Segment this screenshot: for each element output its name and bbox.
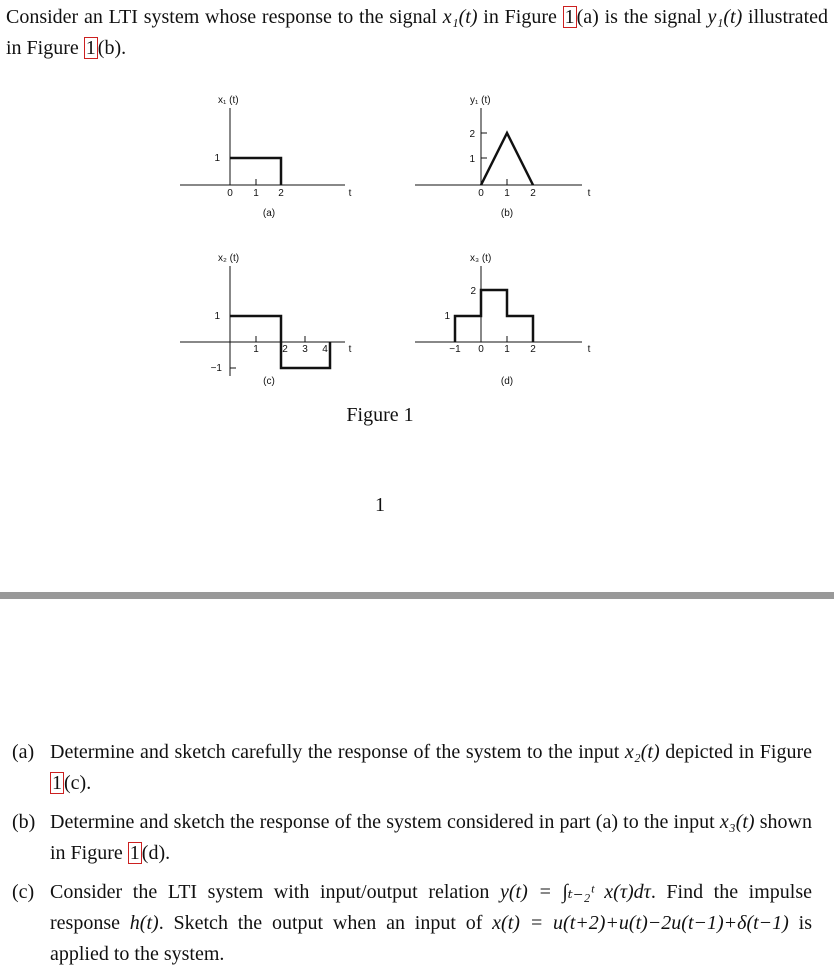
math-y1: y₁(t): [707, 6, 743, 28]
page-divider: [0, 592, 834, 599]
plot-x1: [170, 88, 370, 228]
question-parts: [12, 737, 812, 978]
part-label: (a): [12, 741, 35, 763]
signal-trace: [455, 290, 533, 342]
part-a: [12, 737, 812, 799]
figure-ref-link[interactable]: 1: [129, 842, 140, 864]
intro-text: illustrated in Figure: [6, 6, 828, 59]
x-tick-label: 1: [253, 344, 259, 355]
x-tick-label: 2: [278, 188, 284, 199]
figure-caption: Figure 1: [346, 404, 414, 426]
panel-label: (c): [263, 376, 275, 387]
y-tick-label: 1: [214, 311, 220, 322]
plot-x2: [170, 246, 370, 396]
panel-label: (a): [262, 208, 276, 219]
signal-trace: [481, 133, 533, 185]
x-tick-label: 0: [478, 344, 484, 355]
part-text: shown in Figure: [50, 811, 812, 864]
x-tick-label: 2: [282, 344, 288, 355]
part-c: [12, 877, 812, 970]
signal-name: x₂ (t): [218, 253, 240, 264]
x-tick-label: 1: [504, 344, 510, 355]
x-tick-label: t: [348, 344, 352, 355]
page-number: 1: [375, 494, 385, 516]
x-tick-label: −1: [449, 344, 461, 355]
x-tick-label: 3: [302, 344, 308, 355]
x-tick-label: t: [587, 188, 591, 199]
panel-label: (b): [500, 208, 514, 219]
x-tick-label: t: [348, 188, 352, 199]
x-tick-label: 0: [478, 188, 484, 199]
x-tick-label: 1: [504, 188, 510, 199]
part-b: [12, 807, 812, 869]
y-tick-label: −1: [210, 363, 222, 374]
part-text: . Find the impulse response: [50, 881, 813, 934]
x-tick-label: 4: [322, 344, 328, 355]
figure-ref-link[interactable]: 1: [564, 6, 575, 28]
y-tick-label: 1: [214, 153, 220, 164]
signal-name: x₁ (t): [218, 95, 239, 106]
intro-text: (b).: [97, 37, 127, 59]
part-text: is applied to the system.: [50, 912, 812, 965]
intro-text: Consider an LTI system whose response to the signal: [6, 6, 443, 28]
y-tick-label: 1: [469, 154, 475, 165]
problem-intro: [6, 2, 828, 64]
part-text: . Sketch the output when an input of: [158, 912, 493, 934]
x-tick-label: 2: [530, 188, 536, 199]
y-tick-label: 1: [444, 311, 450, 322]
signal-name: x₃ (t): [470, 253, 492, 264]
x-tick-label: 1: [253, 188, 259, 199]
intro-text: (a) is the signal: [576, 6, 708, 28]
x-tick-label: 2: [530, 344, 536, 355]
signal-name: y₁ (t): [470, 95, 491, 106]
part-text: (d).: [141, 842, 171, 864]
math-input-expression: x(t) = u(t+2)+u(t)−2u(t−1)+δ(t−1): [492, 912, 789, 934]
part-text: Determine and sketch carefully the response of the system to the input: [50, 741, 625, 763]
intro-text: in Figure: [477, 6, 563, 28]
part-text: Consider the LTI system with input/output relation: [50, 881, 500, 903]
part-text: (c).: [64, 772, 92, 794]
x-tick-label: t: [587, 344, 591, 355]
x-tick-label: 0: [227, 188, 233, 199]
y-tick-label: 2: [469, 129, 475, 140]
math-x1: x₁(t): [442, 6, 478, 28]
math-x3: x₃(t): [719, 811, 755, 833]
figure-ref-link[interactable]: 1: [52, 772, 62, 794]
math-h: h(t): [129, 912, 159, 934]
part-label: (b): [12, 811, 36, 833]
math-x2: x₂(t): [624, 741, 660, 763]
part-label: (c): [12, 881, 35, 903]
part-text: depicted in Figure: [659, 741, 812, 763]
plot-y1: [410, 88, 610, 228]
part-text: Determine and sketch the response of the system considered in part (a) to the input: [50, 811, 720, 833]
plot-x3: [410, 246, 610, 396]
panel-label: (d): [500, 376, 514, 387]
math-integral-relation: y(t) = ∫ₜ₋₂ᵗ x(τ)dτ: [500, 881, 651, 903]
y-tick-label: 2: [470, 286, 476, 297]
figure-ref-link[interactable]: 1: [85, 37, 96, 59]
